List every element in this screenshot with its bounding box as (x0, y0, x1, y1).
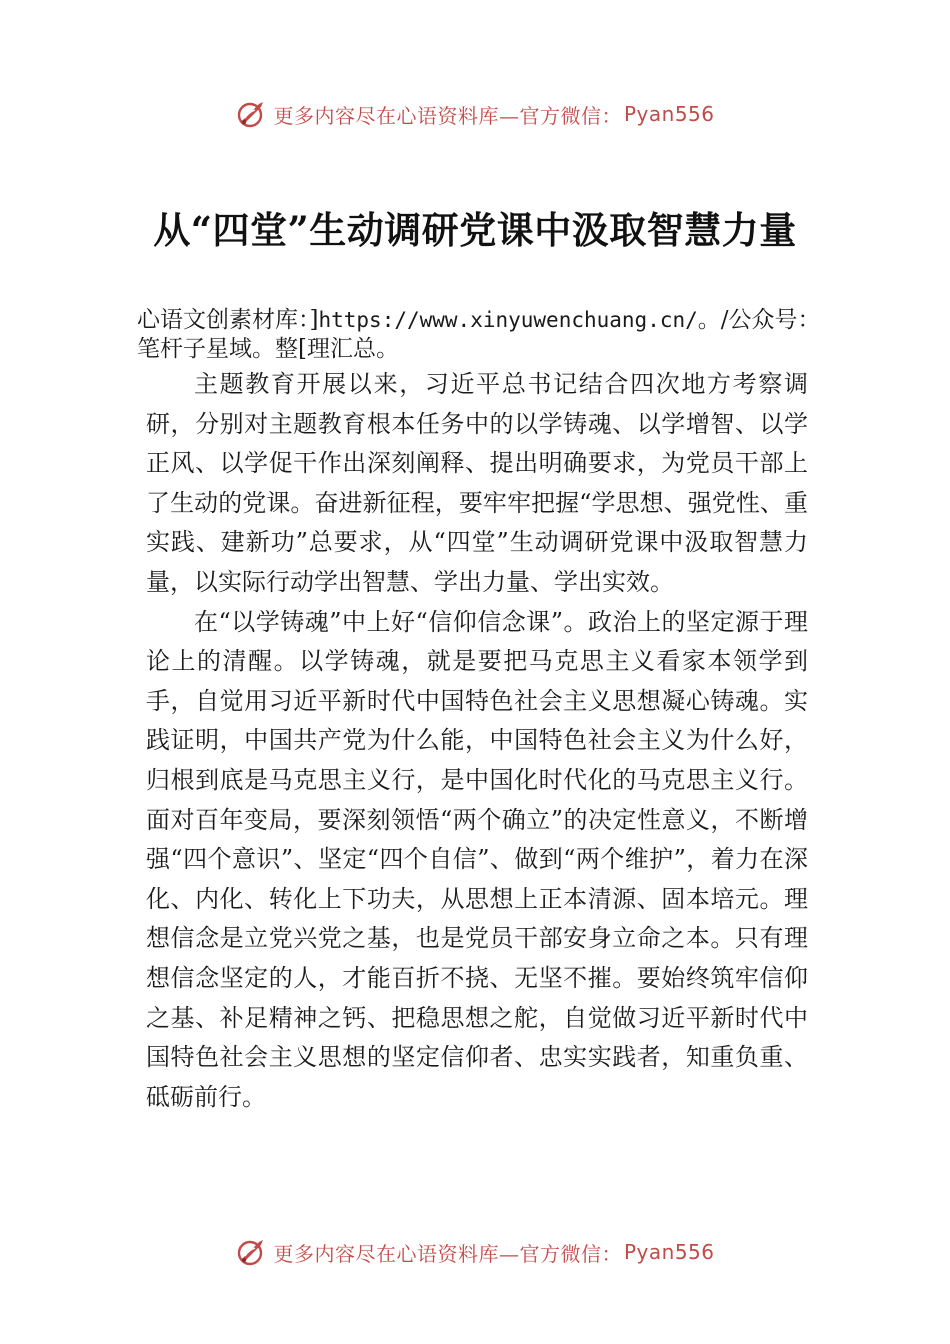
watermark-wechat-id: Pyan556 (623, 1240, 715, 1264)
source-prefix: 心语文创素材库：] (137, 307, 319, 333)
body-paragraph-1: 主题教育开展以来，习近平总书记结合四次地方考察调研，分别对主题教育根本任务中的以学铸魂、以学增智、以学正风、以学促干作出深刻阐释、提出明确要求，为党员干部上了生动的党课。奋进新征程，要牢牢把握“学思想、强党性、重实践、建新功”总要求，从“四堂”生动调研党课中汲取智慧力量，以实际行动学出智慧、学出力量、学出实效。 (146, 370, 808, 596)
watermark-text: 更多内容尽在心语资料库—官方微信： (273, 1241, 622, 1266)
header-watermark (0, 94, 950, 134)
source-url: https://www.xinyuwenchuang.cn/ (318, 308, 698, 332)
brush-logo-icon (235, 98, 267, 130)
document-body (146, 365, 808, 1117)
body-paragraph-2: 在“以学铸魂”中上好“信仰信念课”。政治上的坚定源于理论上的清醒。以学铸魂，就是要把马克思主义看家本领学到手，自觉用习近平新时代中国特色社会主义思想凝心铸魂。实践证明，中国共产党为什么能，中国特色社会主义为什么好，归根到底是马克思主义行，是中国化时代化的马克思主义行。面对百年变局，要深刻领悟“两个确立”的决定性意义，不断增强“四个意识”、坚定“四个自信”、做到“两个维护”，着力在深化、内化、转化上下功夫，从思想上正本清源、固本培元。理想信念是立党兴党之基，也是党员干部安身立命之本。只有理想信念坚定的人，才能百折不挠、无坚不摧。要始终筑牢信仰之基、补足精神之钙、把稳思想之舵，自觉做习近平新时代中国特色社会主义思想的坚定信仰者、忠实实践者，知重负重、砥砺前行。 (146, 607, 808, 1111)
watermark-wechat-id: Pyan556 (623, 102, 715, 126)
source-suffix: 。/公众号：笔杆子星域。整[理汇总。 (137, 307, 821, 362)
footer-watermark (0, 1232, 950, 1272)
source-line (137, 306, 837, 364)
document-title: 从“四堂”生动调研党课中汲取智慧力量 (153, 208, 797, 252)
watermark-text: 更多内容尽在心语资料库—官方微信： (273, 103, 622, 128)
brush-logo-icon (235, 1236, 267, 1268)
